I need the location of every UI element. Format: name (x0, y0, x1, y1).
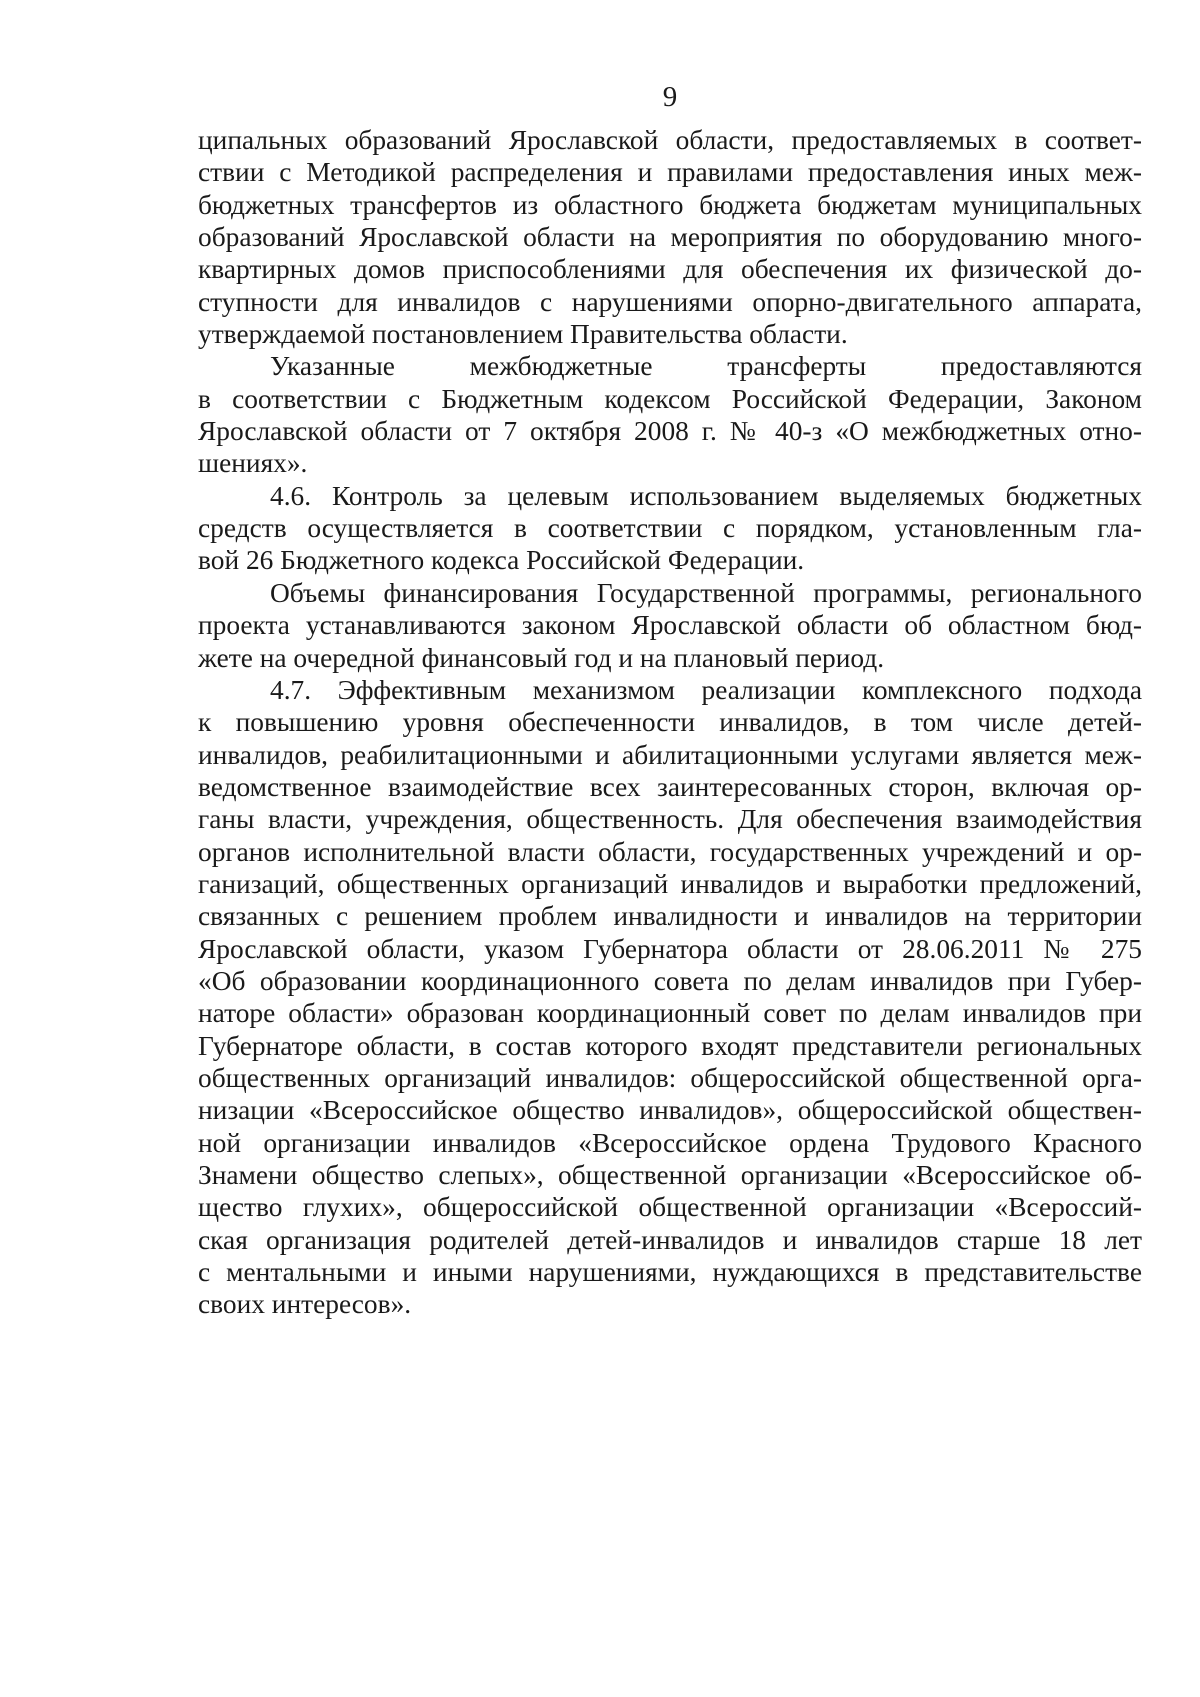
text-line: средств осуществляется в соответствии с порядком, установленным гла- (198, 513, 1142, 544)
text-line: низации «Всероссийское общество инвалидов», общероссийской обществен- (198, 1095, 1142, 1126)
text-line: Губернаторе области, в состав которого входят представители региональных (198, 1030, 1142, 1061)
text-line: вой 26 Бюджетного кодекса Российской Федерации. (198, 545, 805, 576)
text-line: шениях». (198, 448, 308, 479)
text-line: образований Ярославской области на мероприятия по оборудованию много- (198, 222, 1142, 253)
text-line: связанных с решением проблем инвалидности и инвалидов на территории (198, 901, 1142, 932)
text-line: ной организации инвалидов «Всероссийское ордена Трудового Красного (198, 1127, 1142, 1158)
paragraph-financing (198, 577, 1142, 674)
paragraph-continuation (198, 124, 1142, 350)
text-line: 4.7. Эффективным механизмом реализации комплексного подхода (270, 674, 1142, 705)
text-line: к повышению уровня обеспеченности инвалидов, в том числе детей- (198, 707, 1142, 738)
document-body (198, 124, 1142, 1321)
text-line: наторе области» образован координационный совет по делам инвалидов при (198, 998, 1142, 1029)
text-line: органов исполнительной власти области, государственных учреждений и ор- (198, 836, 1142, 867)
text-line: Ярославской области от 7 октября 2008 г. № 40-з «О межбюджетных отно- (198, 416, 1142, 447)
text-line: жете на очередной финансовый год и на плановый период. (198, 642, 885, 673)
text-line: ганы власти, учреждения, общественность. Для обеспечения взаимодействия (198, 804, 1142, 835)
text-line: ганизаций, общественных организаций инвалидов и выработки предложений, (198, 868, 1142, 899)
text-line: квартирных домов приспособлениями для обеспечения их физической до- (198, 254, 1142, 285)
text-line: щество глухих», общероссийской общественной организации «Всероссий- (198, 1192, 1142, 1223)
text-line: ступности для инвалидов с нарушениями опорно-двигательного аппарата, (198, 286, 1142, 317)
text-line: Ярославской области, указом Губернатора области от 28.06.2011 № 275 (198, 933, 1142, 964)
paragraph-item-4-7 (198, 674, 1142, 1321)
text-line: инвалидов, реабилитационными и абилитационными услугами является меж- (198, 739, 1142, 770)
text-line: своих интересов». (198, 1289, 412, 1320)
text-line: бюджетных трансфертов из областного бюджета бюджетам муниципальных (198, 189, 1142, 220)
text-line: ципальных образований Ярославской области, предоставляемых в соответ- (198, 125, 1142, 155)
paragraph-transfers (198, 350, 1142, 479)
text-line: Объемы финансирования Государственной программы, регионального (270, 577, 1142, 608)
page-number: 9 (662, 81, 678, 113)
text-line: утверждаемой постановлением Правительства области. (198, 319, 848, 350)
text-line: Указанные межбюджетные трансферты предоставляются (270, 351, 1142, 382)
text-line: ведомственное взаимодействие всех заинтересованных сторон, включая ор- (198, 771, 1142, 802)
text-line: общественных организаций инвалидов: общероссийской общественной орга- (198, 1062, 1142, 1093)
text-line: проекта устанавливаются законом Ярославской области об областном бюд- (198, 610, 1142, 641)
text-line: «Об образовании координационного совета по делам инвалидов при Губер- (198, 965, 1142, 996)
text-line: в соответствии с Бюджетным кодексом Российской Федерации, Законом (198, 383, 1142, 414)
text-line: Знамени общество слепых», общественной организации «Всероссийское об- (198, 1160, 1142, 1190)
paragraph-item-4-6 (198, 480, 1142, 577)
text-line: с ментальными и иными нарушениями, нуждающихся в представительстве (198, 1257, 1142, 1288)
text-line: ская организация родителей детей-инвалидов и инвалидов старше 18 лет (198, 1224, 1142, 1255)
text-line: ствии с Методикой распределения и правилами предоставления иных меж- (198, 157, 1142, 188)
text-line: 4.6. Контроль за целевым использованием выделяемых бюджетных (270, 480, 1142, 511)
